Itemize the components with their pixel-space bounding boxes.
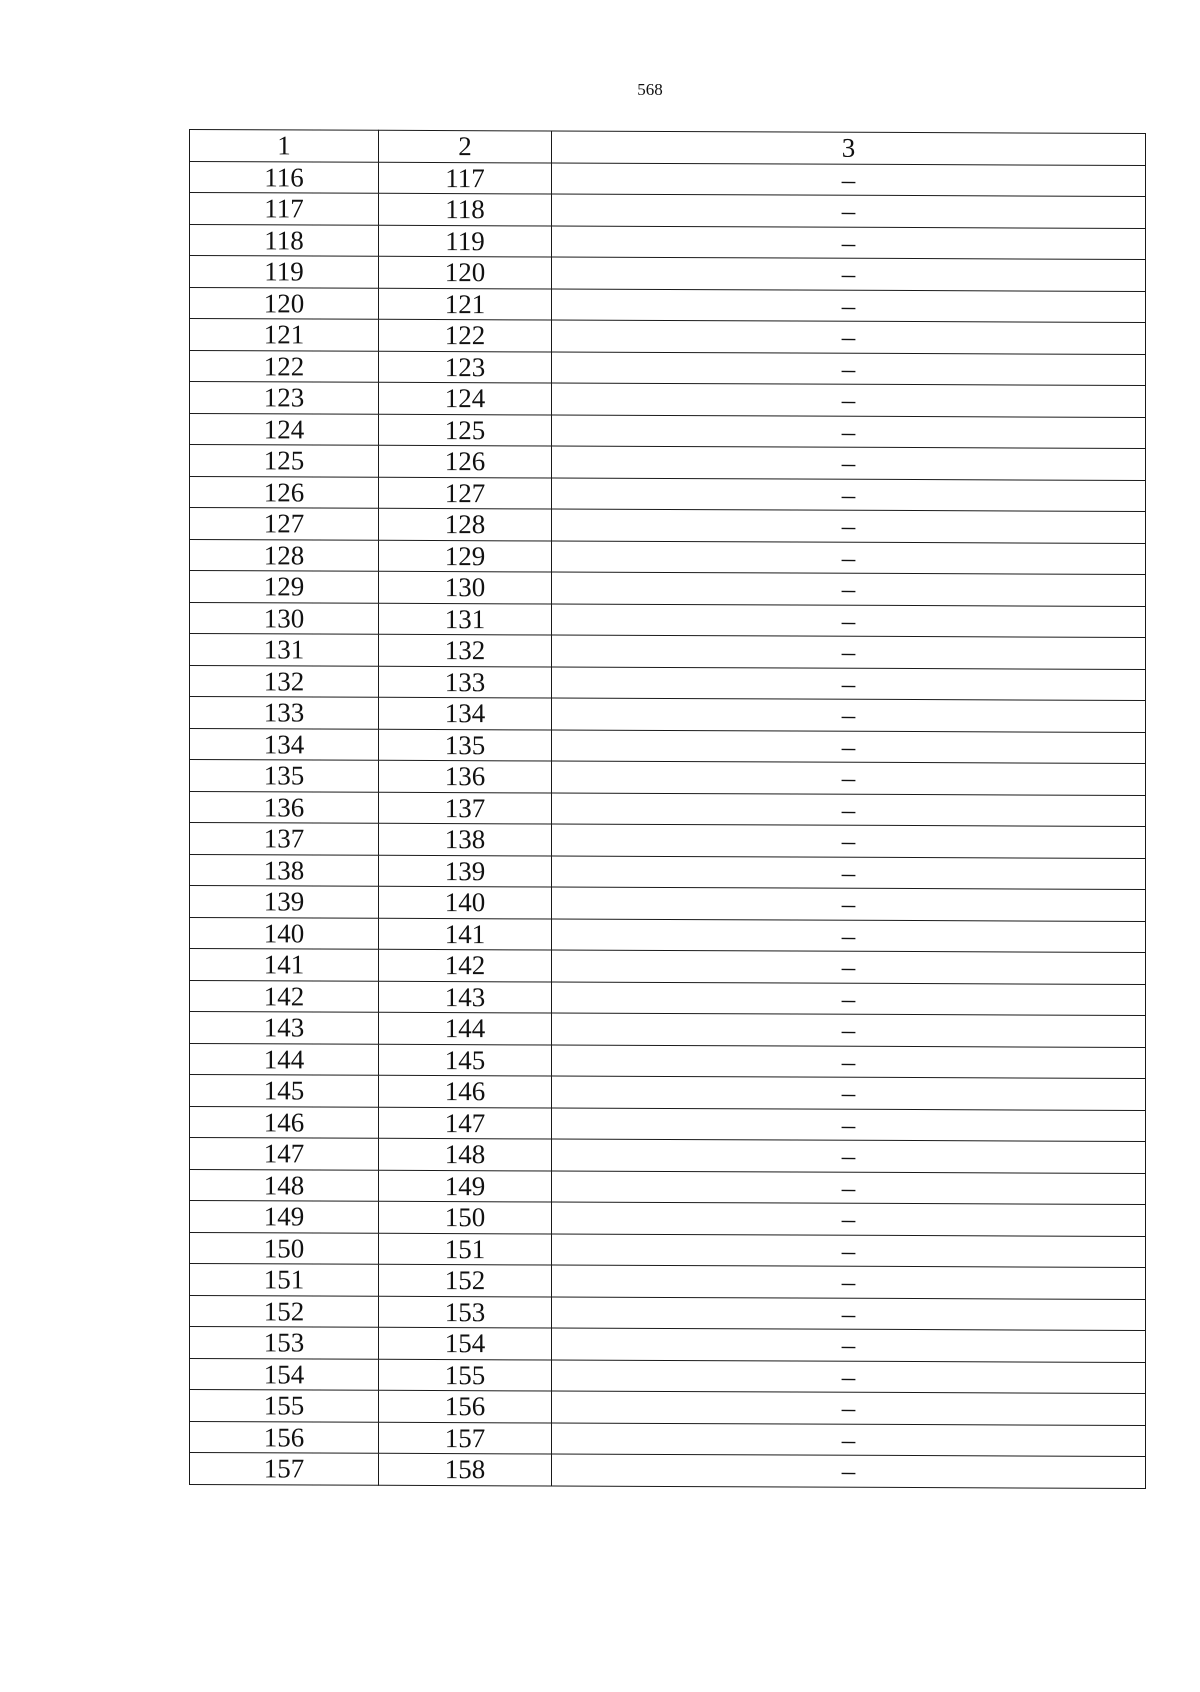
- table-cell-col-1: 138: [190, 854, 379, 886]
- table-cell-col-3: –: [552, 1171, 1146, 1205]
- table-cell-col-1: 147: [190, 1138, 379, 1170]
- table-row: [190, 1138, 1146, 1174]
- table-cell-col-2: 133: [379, 666, 552, 698]
- table-cell-col-3: –: [552, 950, 1146, 984]
- table-cell-col-3: –: [552, 163, 1146, 197]
- table-cell-col-3: –: [552, 1391, 1146, 1425]
- table-cell-col-2: 140: [379, 886, 552, 918]
- table-row: [190, 476, 1146, 512]
- table-cell-col-2: 122: [379, 319, 552, 351]
- table-cell-col-1: 149: [190, 1201, 379, 1233]
- table-row: [190, 256, 1146, 292]
- table-cell-col-3: –: [552, 824, 1146, 858]
- table-cell-col-1: 150: [190, 1232, 379, 1264]
- table-cell-col-1: 128: [190, 539, 379, 571]
- table-cell-col-2: 123: [379, 351, 552, 383]
- table-cell-col-2: 141: [379, 918, 552, 950]
- table-row: [190, 854, 1146, 890]
- table-row: [190, 319, 1146, 355]
- table-cell-col-1: 139: [190, 886, 379, 918]
- table-row: [190, 728, 1146, 764]
- table-cell-col-2: 119: [379, 225, 552, 257]
- table-cell-col-1: 129: [190, 571, 379, 603]
- table-cell-col-2: 117: [379, 162, 552, 194]
- table-cell-col-2: 153: [379, 1296, 552, 1328]
- table-cell-col-2: 144: [379, 1012, 552, 1044]
- table-cell-col-3: –: [552, 1076, 1146, 1110]
- table-row: [190, 917, 1146, 953]
- table-cell-col-3: –: [552, 1234, 1146, 1268]
- table-cell-col-2: 127: [379, 477, 552, 509]
- table-row: [190, 571, 1146, 607]
- table-row: [190, 1169, 1146, 1205]
- table-row: [190, 1390, 1146, 1426]
- table-cell-col-2: 149: [379, 1170, 552, 1202]
- table-cell-col-1: 140: [190, 917, 379, 949]
- table-row: [190, 1453, 1146, 1489]
- table-cell-col-2: 152: [379, 1264, 552, 1296]
- table-cell-col-3: –: [552, 1328, 1146, 1362]
- table-cell-col-3: –: [552, 1045, 1146, 1079]
- table-row: [190, 1075, 1146, 1111]
- table-cell-col-1: 157: [190, 1453, 379, 1485]
- table-row: [190, 1106, 1146, 1142]
- table-cell-col-1: 118: [190, 224, 379, 256]
- table-cell-col-1: 122: [190, 350, 379, 382]
- table-cell-col-2: 145: [379, 1044, 552, 1076]
- column-header-3: 3: [552, 131, 1146, 165]
- table-cell-col-1: 124: [190, 413, 379, 445]
- table-cell-col-3: –: [552, 1297, 1146, 1331]
- table-cell-col-2: 130: [379, 571, 552, 603]
- table-cell-col-1: 117: [190, 193, 379, 225]
- table-cell-col-2: 146: [379, 1075, 552, 1107]
- table-row: [190, 823, 1146, 859]
- table-cell-col-3: –: [552, 415, 1146, 449]
- table-cell-col-1: 137: [190, 823, 379, 855]
- table-cell-col-1: 156: [190, 1421, 379, 1453]
- table-cell-col-3: –: [552, 257, 1146, 291]
- table-cell-col-1: 126: [190, 476, 379, 508]
- table-body: [190, 161, 1146, 1488]
- table-cell-col-1: 145: [190, 1075, 379, 1107]
- table-row: [190, 1358, 1146, 1394]
- table-cell-col-1: 132: [190, 665, 379, 697]
- table-cell-col-1: 119: [190, 256, 379, 288]
- table-cell-col-2: 120: [379, 256, 552, 288]
- table-row: [190, 980, 1146, 1016]
- table-cell-col-2: 151: [379, 1233, 552, 1265]
- table-row: [190, 224, 1146, 260]
- table-cell-col-1: 155: [190, 1390, 379, 1422]
- table-cell-col-2: 154: [379, 1327, 552, 1359]
- table-cell-col-2: 134: [379, 697, 552, 729]
- table-cell-col-2: 125: [379, 414, 552, 446]
- table-cell-col-1: 120: [190, 287, 379, 319]
- table-cell-col-2: 131: [379, 603, 552, 635]
- table-cell-col-3: –: [552, 1265, 1146, 1299]
- table-cell-col-1: 143: [190, 1012, 379, 1044]
- table-cell-col-3: –: [552, 572, 1146, 606]
- table-row: [190, 350, 1146, 386]
- table-cell-col-2: 124: [379, 382, 552, 414]
- table-cell-col-3: –: [552, 289, 1146, 323]
- table-cell-col-1: 152: [190, 1295, 379, 1327]
- table-cell-col-2: 142: [379, 949, 552, 981]
- table-row: [190, 1327, 1146, 1363]
- table-cell-col-1: 136: [190, 791, 379, 823]
- table-row: [190, 760, 1146, 796]
- table-cell-col-2: 157: [379, 1422, 552, 1454]
- page-number: 568: [637, 80, 663, 99]
- data-table: [189, 129, 1146, 1489]
- table-cell-col-1: 151: [190, 1264, 379, 1296]
- table-cell-col-1: 127: [190, 508, 379, 540]
- table-row: [190, 539, 1146, 575]
- table-cell-col-3: –: [552, 478, 1146, 512]
- table-cell-col-3: –: [552, 1202, 1146, 1236]
- table-cell-col-3: –: [552, 194, 1146, 228]
- table-row: [190, 1421, 1146, 1457]
- table-cell-col-3: –: [552, 1139, 1146, 1173]
- table-row: [190, 445, 1146, 481]
- table-cell-col-1: 123: [190, 382, 379, 414]
- table-cell-col-3: –: [552, 604, 1146, 638]
- table-cell-col-2: 147: [379, 1107, 552, 1139]
- table-row: [190, 1232, 1146, 1268]
- table-row: [190, 382, 1146, 418]
- table-row: [190, 1012, 1146, 1048]
- table-cell-col-1: 131: [190, 634, 379, 666]
- table-row: [190, 665, 1146, 701]
- table-row: [190, 697, 1146, 733]
- table-row: [190, 508, 1146, 544]
- table-cell-col-2: 138: [379, 823, 552, 855]
- table-cell-col-1: 135: [190, 760, 379, 792]
- table-cell-col-1: 130: [190, 602, 379, 634]
- table-row: [190, 1264, 1146, 1300]
- table-cell-col-3: –: [552, 856, 1146, 890]
- table-cell-col-2: 128: [379, 508, 552, 540]
- table-row: [190, 634, 1146, 670]
- table-cell-col-3: –: [552, 1108, 1146, 1142]
- table-row: [190, 193, 1146, 229]
- table-cell-col-1: 154: [190, 1358, 379, 1390]
- table-cell-col-2: 132: [379, 634, 552, 666]
- table-cell-col-3: –: [552, 1423, 1146, 1457]
- table-cell-col-3: –: [552, 352, 1146, 386]
- table-cell-col-1: 121: [190, 319, 379, 351]
- table-cell-col-3: –: [552, 635, 1146, 669]
- table-cell-col-2: 156: [379, 1390, 552, 1422]
- table-cell-col-3: –: [552, 226, 1146, 260]
- table-cell-col-2: 121: [379, 288, 552, 320]
- table-cell-col-3: –: [552, 667, 1146, 701]
- table-cell-col-2: 139: [379, 855, 552, 887]
- table-row: [190, 287, 1146, 323]
- table-cell-col-2: 118: [379, 193, 552, 225]
- table-row: [190, 1295, 1146, 1331]
- table-cell-col-3: –: [552, 730, 1146, 764]
- table-cell-col-2: 129: [379, 540, 552, 572]
- table-cell-col-3: –: [552, 887, 1146, 921]
- table-cell-col-2: 158: [379, 1453, 552, 1485]
- table-row: [190, 602, 1146, 638]
- table-cell-col-2: 150: [379, 1201, 552, 1233]
- table-cell-col-1: 116: [190, 161, 379, 193]
- table-cell-col-3: –: [552, 320, 1146, 354]
- table-cell-col-1: 133: [190, 697, 379, 729]
- table-cell-col-2: 137: [379, 792, 552, 824]
- table-cell-col-3: –: [552, 1013, 1146, 1047]
- table-cell-col-2: 155: [379, 1359, 552, 1391]
- table-cell-col-3: –: [552, 541, 1146, 575]
- column-header-2: 2: [379, 130, 552, 162]
- table-row: [190, 886, 1146, 922]
- table-cell-col-2: 135: [379, 729, 552, 761]
- table-cell-col-2: 148: [379, 1138, 552, 1170]
- table-cell-col-3: –: [552, 446, 1146, 480]
- table-cell-col-3: –: [552, 509, 1146, 543]
- table-row: [190, 161, 1146, 197]
- table-cell-col-3: –: [552, 1360, 1146, 1394]
- table-cell-col-3: –: [552, 383, 1146, 417]
- table-cell-col-1: 134: [190, 728, 379, 760]
- table-cell-col-1: 141: [190, 949, 379, 981]
- table-cell-col-3: –: [552, 698, 1146, 732]
- table-cell-col-1: 153: [190, 1327, 379, 1359]
- column-header-1: 1: [190, 130, 379, 162]
- table-cell-col-1: 142: [190, 980, 379, 1012]
- table-row: [190, 1201, 1146, 1237]
- table-cell-col-1: 125: [190, 445, 379, 477]
- table-cell-col-3: –: [552, 919, 1146, 953]
- table-row: [190, 1043, 1146, 1079]
- table-cell-col-2: 143: [379, 981, 552, 1013]
- table-cell-col-2: 136: [379, 760, 552, 792]
- table-cell-col-1: 148: [190, 1169, 379, 1201]
- table-cell-col-3: –: [552, 761, 1146, 795]
- table-row: [190, 949, 1146, 985]
- table-cell-col-3: –: [552, 1454, 1146, 1488]
- table-cell-col-3: –: [552, 982, 1146, 1016]
- table-cell-col-2: 126: [379, 445, 552, 477]
- table-cell-col-1: 144: [190, 1043, 379, 1075]
- table-cell-col-3: –: [552, 793, 1146, 827]
- table-row: [190, 413, 1146, 449]
- table-header-row: [190, 130, 1146, 166]
- table-cell-col-1: 146: [190, 1106, 379, 1138]
- table-row: [190, 791, 1146, 827]
